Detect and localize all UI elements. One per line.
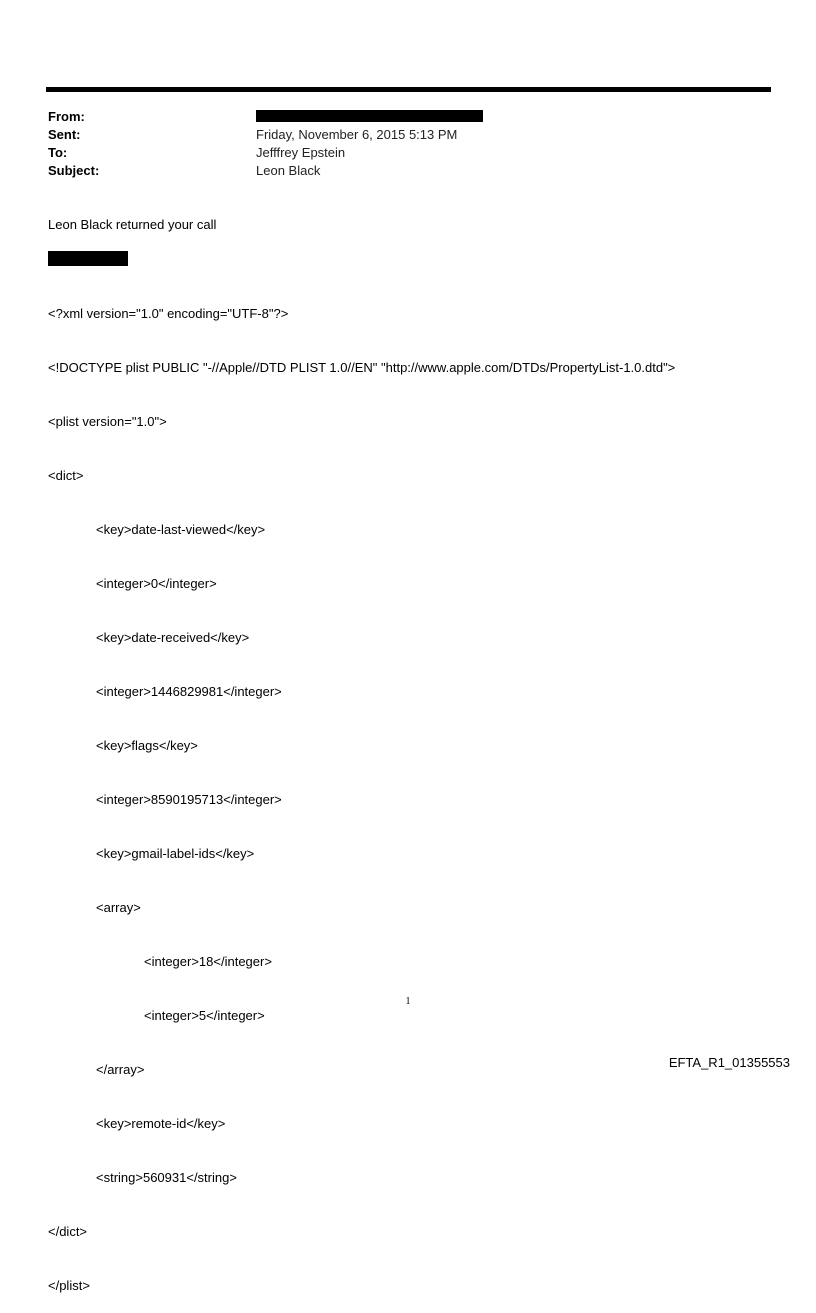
header-rule bbox=[46, 87, 771, 92]
xml-line: <key>date-received</key> bbox=[96, 630, 250, 645]
xml-line: <key>flags</key> bbox=[96, 738, 198, 753]
xml-line: <integer>5</integer> bbox=[144, 1008, 265, 1023]
xml-line: <integer>8590195713</integer> bbox=[96, 792, 282, 807]
xml-line: <key>date-last-viewed</key> bbox=[96, 522, 266, 537]
subject-row bbox=[48, 162, 483, 180]
document-id: EFTA_R1_01355553 bbox=[668, 1055, 790, 1070]
xml-line: <dict> bbox=[48, 468, 84, 483]
xml-line: <key>gmail-label-ids</key> bbox=[96, 846, 255, 861]
to-value: Jefffrey Epstein bbox=[256, 145, 346, 160]
xml-line: <array> bbox=[96, 900, 141, 915]
xml-line: </dict> bbox=[48, 1224, 88, 1239]
sent-row bbox=[48, 126, 483, 144]
xml-line: <string>560931</string> bbox=[96, 1170, 237, 1185]
sent-value: Friday, November 6, 2015 5:13 PM bbox=[256, 127, 458, 142]
xml-line: <?xml version="1.0" encoding="UTF-8"?> bbox=[48, 306, 289, 321]
email-header bbox=[48, 108, 483, 180]
xml-line: <key>remote-id</key> bbox=[96, 1116, 226, 1131]
body-redaction bbox=[48, 251, 128, 266]
to-row bbox=[48, 144, 483, 162]
xml-line: </array> bbox=[96, 1062, 145, 1077]
to-label: To: bbox=[48, 145, 68, 160]
plist-xml bbox=[48, 269, 675, 1313]
xml-line: </plist> bbox=[48, 1278, 90, 1293]
sent-label: Sent: bbox=[48, 127, 81, 142]
xml-line: <integer>1446829981</integer> bbox=[96, 684, 282, 699]
from-label: From: bbox=[48, 109, 85, 124]
from-row bbox=[48, 108, 483, 126]
xml-line: <integer>0</integer> bbox=[96, 576, 217, 591]
subject-label: Subject: bbox=[48, 163, 100, 178]
message-body: Leon Black returned your call bbox=[48, 217, 217, 232]
page-number: 1 bbox=[405, 996, 411, 1007]
xml-line: <!DOCTYPE plist PUBLIC "-//Apple//DTD PLIST 1.0//EN" "http://www.apple.com/DTDs/PropertyList-1.0.dtd"> bbox=[48, 360, 676, 375]
xml-line: <plist version="1.0"> bbox=[48, 414, 167, 429]
xml-line: <integer>18</integer> bbox=[144, 954, 272, 969]
subject-value: Leon Black bbox=[256, 163, 321, 178]
from-redaction bbox=[256, 110, 483, 122]
from-value bbox=[256, 108, 483, 126]
